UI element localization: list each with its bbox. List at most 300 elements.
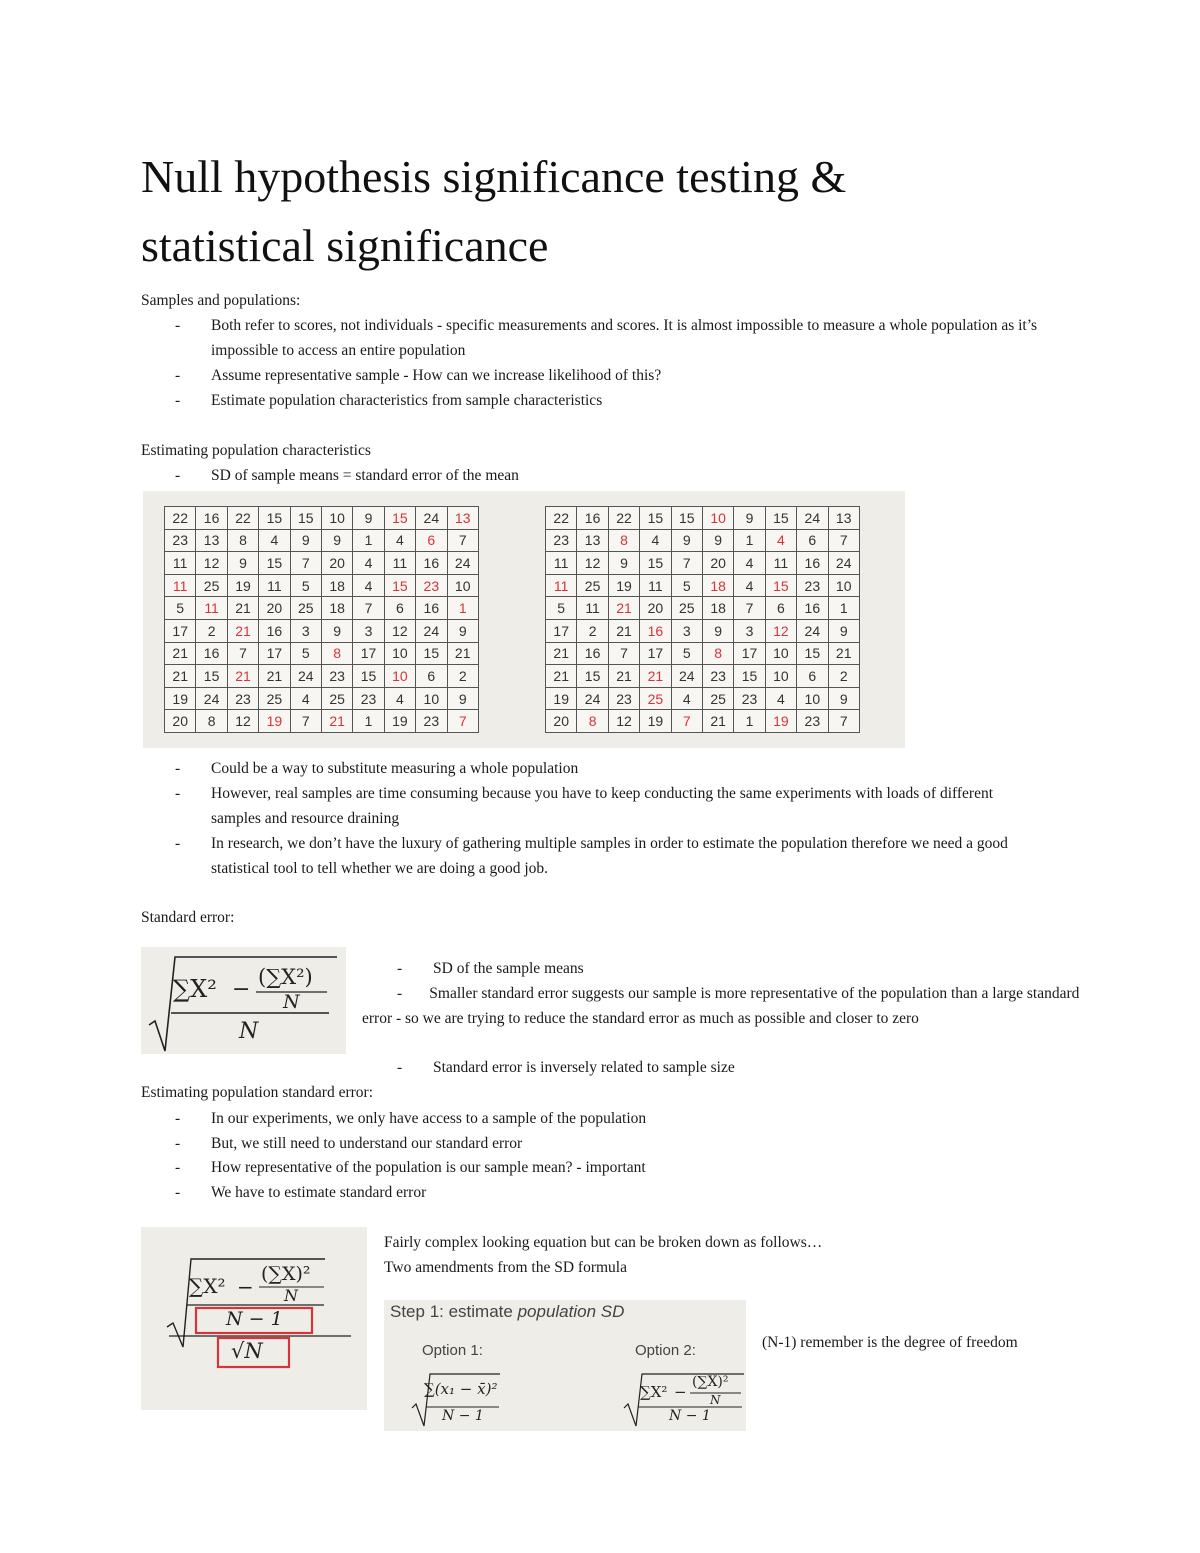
grid-cell: 4 bbox=[353, 574, 384, 597]
bullet-dash: - bbox=[397, 960, 403, 977]
grid-cell: 13 bbox=[196, 529, 227, 552]
grid-cell: 9 bbox=[321, 619, 352, 642]
bullet-text: Both refer to scores, not individuals - specific measurements and scores. It is almost impossible to measure a whole population as it’s impossible to access an entire population bbox=[211, 317, 1038, 359]
heading-estimating: Estimating population characteristics bbox=[141, 442, 371, 459]
grid-cell: 5 bbox=[290, 642, 321, 665]
grid-cell: 25 bbox=[640, 687, 671, 710]
grid-cell: 7 bbox=[290, 552, 321, 575]
grid-cell: 10 bbox=[797, 687, 828, 710]
grid-cell: 25 bbox=[702, 687, 733, 710]
grid-cell: 10 bbox=[416, 687, 447, 710]
grid-cell: 7 bbox=[671, 552, 702, 575]
bullet-dash: - bbox=[175, 1110, 181, 1127]
grid-cell: 12 bbox=[577, 552, 608, 575]
grid-cell: 12 bbox=[227, 710, 258, 733]
grid-cell: 24 bbox=[797, 507, 828, 530]
formula-sqrt-n: √N bbox=[231, 1339, 263, 1363]
bullet-dash: - bbox=[175, 760, 181, 777]
grid-cell: 4 bbox=[734, 574, 765, 597]
grid-cell: 8 bbox=[227, 529, 258, 552]
table-row bbox=[165, 597, 479, 620]
grid-cell: 4 bbox=[765, 529, 796, 552]
grid-cell: 20 bbox=[321, 552, 352, 575]
formula-inner-numerator: (∑X²) bbox=[258, 965, 313, 989]
grid-cell: 22 bbox=[227, 507, 258, 530]
formula-sum-x2: ∑X² bbox=[173, 975, 217, 1003]
bullet-dash: - bbox=[175, 467, 181, 484]
list-item bbox=[175, 756, 1055, 781]
grid-cell: 16 bbox=[259, 619, 290, 642]
formula-sum-x2: ∑X² bbox=[189, 1274, 226, 1298]
option2-denominator: N − 1 bbox=[669, 1408, 711, 1424]
grid-cell: 2 bbox=[828, 665, 859, 688]
grid-cell: 23 bbox=[797, 710, 828, 733]
grid-cell: 15 bbox=[290, 507, 321, 530]
grid-cell: 24 bbox=[671, 665, 702, 688]
option2-inner-denominator: N bbox=[710, 1393, 721, 1407]
list-item bbox=[362, 981, 1082, 1031]
sample-grids-figure bbox=[143, 491, 905, 748]
grid-cell: 7 bbox=[447, 529, 478, 552]
grid-cell: 24 bbox=[577, 687, 608, 710]
grid-cell: 19 bbox=[384, 710, 415, 733]
list-item bbox=[175, 388, 1055, 413]
step1-figure bbox=[384, 1300, 746, 1431]
grid-cell: 15 bbox=[577, 665, 608, 688]
bullet-dash: - bbox=[175, 317, 181, 334]
grid-cell: 7 bbox=[447, 710, 478, 733]
grid-cell: 2 bbox=[196, 619, 227, 642]
grid-cell: 25 bbox=[577, 574, 608, 597]
grid-cell: 11 bbox=[196, 597, 227, 620]
grid-cell: 1 bbox=[734, 710, 765, 733]
formula-inner-denominator: N bbox=[284, 1286, 298, 1305]
grid-cell: 16 bbox=[416, 597, 447, 620]
grid-cell: 6 bbox=[384, 597, 415, 620]
grid-cell: 24 bbox=[416, 507, 447, 530]
grid-cell: 3 bbox=[671, 619, 702, 642]
grid-cell: 16 bbox=[797, 597, 828, 620]
formula-note-1: Fairly complex looking equation but can be broken down as follows… bbox=[384, 1234, 823, 1251]
grid-cell: 1 bbox=[353, 529, 384, 552]
bullet-text: SD of sample means = standard error of the mean bbox=[211, 467, 519, 484]
grid-cell: 1 bbox=[353, 710, 384, 733]
list-item bbox=[175, 781, 1055, 831]
grid-cell: 6 bbox=[797, 529, 828, 552]
step1-title-italic: population SD bbox=[517, 1302, 625, 1321]
grid-cell: 5 bbox=[165, 597, 196, 620]
grid-cell: 25 bbox=[290, 597, 321, 620]
grid-cell: 4 bbox=[671, 687, 702, 710]
grid-cell: 21 bbox=[321, 710, 352, 733]
grid-cell: 22 bbox=[608, 507, 639, 530]
grid-cell: 21 bbox=[608, 619, 639, 642]
grid-cell: 9 bbox=[828, 619, 859, 642]
table-row bbox=[165, 642, 479, 665]
heading-standard-error: Standard error: bbox=[141, 909, 235, 926]
table-row bbox=[165, 552, 479, 575]
grid-cell: 23 bbox=[321, 665, 352, 688]
page-title bbox=[141, 142, 1101, 280]
grid-cell: 9 bbox=[702, 619, 733, 642]
grid-cell: 16 bbox=[577, 507, 608, 530]
grid-cell: 3 bbox=[734, 619, 765, 642]
grid-cell: 11 bbox=[577, 597, 608, 620]
table-row bbox=[165, 619, 479, 642]
grid-cell: 20 bbox=[546, 710, 577, 733]
grid-cell: 15 bbox=[765, 574, 796, 597]
heading-estimating-se: Estimating population standard error: bbox=[141, 1084, 374, 1101]
grid-cell: 4 bbox=[765, 687, 796, 710]
grid-cell: 7 bbox=[734, 597, 765, 620]
grid-cell: 21 bbox=[828, 642, 859, 665]
bullet-text: In our experiments, we only have access to a sample of the population bbox=[211, 1110, 647, 1127]
grid-cell: 5 bbox=[290, 574, 321, 597]
grid-cell: 9 bbox=[321, 529, 352, 552]
grid-cell: 13 bbox=[577, 529, 608, 552]
option2-inner-numerator: (∑X)² bbox=[692, 1374, 729, 1390]
grid-cell: 15 bbox=[640, 552, 671, 575]
bullet-text: We have to estimate standard error bbox=[211, 1184, 427, 1201]
table-row bbox=[546, 665, 860, 688]
grid-cell: 11 bbox=[546, 574, 577, 597]
bullet-text: Standard error is inversely related to sample size bbox=[433, 1059, 735, 1076]
grid-cell: 1 bbox=[734, 529, 765, 552]
grid-cell: 15 bbox=[797, 642, 828, 665]
bullet-dash: - bbox=[175, 367, 181, 384]
grid-cell: 19 bbox=[227, 574, 258, 597]
grid-cell: 23 bbox=[734, 687, 765, 710]
grid-cell: 9 bbox=[227, 552, 258, 575]
grid-cell: 25 bbox=[321, 687, 352, 710]
formula-minus: − bbox=[232, 977, 251, 1002]
grid-cell: 2 bbox=[447, 665, 478, 688]
grid-cell: 16 bbox=[577, 642, 608, 665]
grid-cell: 9 bbox=[671, 529, 702, 552]
grid-cell: 21 bbox=[640, 665, 671, 688]
grid-cell: 23 bbox=[546, 529, 577, 552]
grid-cell: 4 bbox=[384, 529, 415, 552]
list-item bbox=[397, 1055, 1057, 1080]
degrees-of-freedom-note: (N-1) remember is the degree of freedom bbox=[762, 1334, 1018, 1351]
grid-cell: 12 bbox=[608, 710, 639, 733]
grid-cell: 17 bbox=[640, 642, 671, 665]
grid-cell: 9 bbox=[447, 619, 478, 642]
grid-cell: 21 bbox=[702, 710, 733, 733]
grid-cell: 10 bbox=[384, 642, 415, 665]
table-row bbox=[546, 619, 860, 642]
grid-cell: 19 bbox=[546, 687, 577, 710]
grid-cell: 6 bbox=[765, 597, 796, 620]
grid-cell: 21 bbox=[165, 642, 196, 665]
grid-cell: 17 bbox=[165, 619, 196, 642]
grid-cell: 24 bbox=[290, 665, 321, 688]
bullet-text: SD of the sample means bbox=[433, 960, 584, 977]
estimated-se-formula bbox=[141, 1227, 367, 1410]
grid-cell: 11 bbox=[640, 574, 671, 597]
grid-cell: 12 bbox=[384, 619, 415, 642]
grid-cell: 8 bbox=[321, 642, 352, 665]
grid-cell: 16 bbox=[640, 619, 671, 642]
grid-cell: 6 bbox=[797, 665, 828, 688]
grid-cell: 19 bbox=[165, 687, 196, 710]
grid-cell: 25 bbox=[671, 597, 702, 620]
grid-cell: 11 bbox=[165, 552, 196, 575]
grid-cell: 9 bbox=[734, 507, 765, 530]
grid-cell: 5 bbox=[546, 597, 577, 620]
list-item bbox=[175, 463, 1055, 488]
grid-cell: 21 bbox=[608, 597, 639, 620]
bullet-text: In research, we don’t have the luxury of gathering multiple samples in order to estimate the population therefore we need a good statistical tool to tell whether we are doing a good job. bbox=[211, 835, 1008, 877]
list-item bbox=[175, 1155, 1055, 1180]
bullet-text: Smaller standard error suggests our sample is more representative of the population than a large standard error - so we are trying to reduce the standard error as much as possible and closer to zero bbox=[362, 985, 1080, 1027]
grid-cell: 15 bbox=[384, 574, 415, 597]
grid-cell: 1 bbox=[447, 597, 478, 620]
table-row bbox=[546, 597, 860, 620]
grid-cell: 4 bbox=[734, 552, 765, 575]
grid-cell: 15 bbox=[259, 552, 290, 575]
step1-title-plain: Step 1: estimate bbox=[390, 1302, 518, 1321]
grid-cell: 7 bbox=[353, 597, 384, 620]
grid-cell: 15 bbox=[765, 507, 796, 530]
grid-cell: 11 bbox=[384, 552, 415, 575]
formula-inner-numerator: (∑X)² bbox=[261, 1263, 311, 1285]
grid-cell: 1 bbox=[828, 597, 859, 620]
list-item bbox=[397, 956, 1057, 981]
grid-cell: 23 bbox=[227, 687, 258, 710]
grid-cell: 10 bbox=[321, 507, 352, 530]
grid-cell: 25 bbox=[196, 574, 227, 597]
grid-cell: 7 bbox=[828, 710, 859, 733]
grid-cell: 21 bbox=[447, 642, 478, 665]
list-item bbox=[175, 1180, 1055, 1205]
grid-cell: 20 bbox=[165, 710, 196, 733]
grid-cell: 3 bbox=[353, 619, 384, 642]
grid-cell: 10 bbox=[447, 574, 478, 597]
grid-cell: 12 bbox=[765, 619, 796, 642]
formula-n-minus-1: N − 1 bbox=[226, 1308, 283, 1330]
grid-cell: 23 bbox=[416, 574, 447, 597]
grid-cell: 18 bbox=[702, 574, 733, 597]
list-item bbox=[175, 363, 1055, 388]
table-row bbox=[165, 529, 479, 552]
grid-cell: 15 bbox=[734, 665, 765, 688]
grid-cell: 8 bbox=[577, 710, 608, 733]
grid-cell: 22 bbox=[546, 507, 577, 530]
grid-cell: 11 bbox=[765, 552, 796, 575]
grid-cell: 16 bbox=[416, 552, 447, 575]
bullet-text: However, real samples are time consuming because you have to keep conducting the same experiments with loads of different samples and resource draining bbox=[211, 785, 994, 827]
grid-cell: 15 bbox=[259, 507, 290, 530]
grid-cell: 23 bbox=[416, 710, 447, 733]
grid-cell: 10 bbox=[384, 665, 415, 688]
table-row bbox=[546, 507, 860, 530]
grid-cell: 15 bbox=[384, 507, 415, 530]
grid-cell: 9 bbox=[702, 529, 733, 552]
bullet-text: How representative of the population is our sample mean? - important bbox=[211, 1159, 646, 1176]
sample-grid-left bbox=[164, 506, 479, 733]
grid-cell: 24 bbox=[797, 619, 828, 642]
grid-cell: 21 bbox=[546, 642, 577, 665]
grid-cell: 7 bbox=[290, 710, 321, 733]
formula-minus: − bbox=[237, 1275, 254, 1299]
list-item bbox=[175, 1106, 1055, 1131]
table-row bbox=[546, 574, 860, 597]
sample-grid-right bbox=[545, 506, 860, 733]
bullet-dash: - bbox=[175, 835, 181, 852]
grid-cell: 8 bbox=[608, 529, 639, 552]
grid-cell: 21 bbox=[227, 619, 258, 642]
grid-cell: 4 bbox=[384, 687, 415, 710]
table-row bbox=[165, 687, 479, 710]
grid-cell: 16 bbox=[797, 552, 828, 575]
option2-label: Option 2: bbox=[635, 1342, 696, 1359]
title-line-2: statistical significance bbox=[141, 220, 549, 271]
table-row bbox=[546, 642, 860, 665]
grid-cell: 21 bbox=[259, 665, 290, 688]
grid-cell: 16 bbox=[196, 507, 227, 530]
grid-cell: 21 bbox=[546, 665, 577, 688]
table-row bbox=[165, 665, 479, 688]
list-item bbox=[175, 831, 1055, 881]
bullet-text: Could be a way to substitute measuring a whole population bbox=[211, 760, 579, 777]
grid-cell: 4 bbox=[259, 529, 290, 552]
grid-cell: 11 bbox=[259, 574, 290, 597]
bullet-dash: - bbox=[175, 392, 181, 409]
grid-cell: 20 bbox=[702, 552, 733, 575]
grid-cell: 18 bbox=[321, 597, 352, 620]
grid-cell: 3 bbox=[290, 619, 321, 642]
heading-samples: Samples and populations: bbox=[141, 292, 301, 309]
grid-cell: 5 bbox=[671, 642, 702, 665]
grid-cell: 6 bbox=[416, 529, 447, 552]
grid-cell: 7 bbox=[828, 529, 859, 552]
grid-cell: 8 bbox=[196, 710, 227, 733]
option1-numerator: ∑(x₁ − x̄)² bbox=[424, 1380, 498, 1398]
grid-cell: 16 bbox=[196, 642, 227, 665]
option2-sum-x2: ∑X² bbox=[640, 1383, 668, 1401]
grid-cell: 15 bbox=[353, 665, 384, 688]
option2-minus: − bbox=[674, 1383, 687, 1401]
grid-cell: 24 bbox=[447, 552, 478, 575]
grid-cell: 21 bbox=[608, 665, 639, 688]
grid-cell: 15 bbox=[671, 507, 702, 530]
grid-cell: 9 bbox=[353, 507, 384, 530]
table-row bbox=[546, 529, 860, 552]
formula-inner-denominator: N bbox=[283, 991, 300, 1013]
grid-cell: 15 bbox=[196, 665, 227, 688]
bullet-dash: - bbox=[397, 985, 403, 1002]
grid-cell: 24 bbox=[828, 552, 859, 575]
table-row bbox=[165, 710, 479, 733]
grid-cell: 23 bbox=[353, 687, 384, 710]
table-row bbox=[165, 574, 479, 597]
formula-denominator: N bbox=[239, 1019, 259, 1044]
title-line-1: Null hypothesis significance testing & bbox=[141, 151, 847, 202]
bullet-dash: - bbox=[175, 1135, 181, 1152]
grid-cell: 11 bbox=[546, 552, 577, 575]
grid-cell: 18 bbox=[702, 597, 733, 620]
grid-cell: 19 bbox=[765, 710, 796, 733]
grid-cell: 6 bbox=[416, 665, 447, 688]
grid-cell: 10 bbox=[765, 642, 796, 665]
grid-cell: 13 bbox=[447, 507, 478, 530]
grid-cell: 23 bbox=[165, 529, 196, 552]
grid-cell: 15 bbox=[640, 507, 671, 530]
grid-cell: 24 bbox=[416, 619, 447, 642]
grid-cell: 21 bbox=[227, 665, 258, 688]
bullet-text: Estimate population characteristics from sample characteristics bbox=[211, 392, 603, 409]
grid-cell: 12 bbox=[196, 552, 227, 575]
bullet-text: But, we still need to understand our standard error bbox=[211, 1135, 523, 1152]
option1-denominator: N − 1 bbox=[442, 1408, 484, 1424]
grid-cell: 7 bbox=[671, 710, 702, 733]
grid-cell: 7 bbox=[227, 642, 258, 665]
grid-cell: 17 bbox=[734, 642, 765, 665]
grid-cell: 10 bbox=[828, 574, 859, 597]
list-item bbox=[175, 313, 1055, 363]
bullet-dash: - bbox=[397, 1059, 403, 1076]
grid-cell: 21 bbox=[165, 665, 196, 688]
grid-cell: 20 bbox=[640, 597, 671, 620]
table-row bbox=[165, 507, 479, 530]
grid-cell: 2 bbox=[577, 619, 608, 642]
formula-note-2: Two amendments from the SD formula bbox=[384, 1259, 627, 1276]
grid-cell: 23 bbox=[797, 574, 828, 597]
grid-cell: 19 bbox=[608, 574, 639, 597]
grid-cell: 19 bbox=[640, 710, 671, 733]
bullet-dash: - bbox=[175, 1159, 181, 1176]
option1-label: Option 1: bbox=[422, 1342, 483, 1359]
grid-cell: 10 bbox=[765, 665, 796, 688]
bullet-dash: - bbox=[175, 1184, 181, 1201]
table-row bbox=[546, 552, 860, 575]
grid-cell: 22 bbox=[165, 507, 196, 530]
grid-cell: 17 bbox=[546, 619, 577, 642]
grid-cell: 10 bbox=[702, 507, 733, 530]
grid-cell: 9 bbox=[447, 687, 478, 710]
grid-cell: 21 bbox=[227, 597, 258, 620]
grid-cell: 9 bbox=[290, 529, 321, 552]
table-row bbox=[546, 687, 860, 710]
grid-cell: 25 bbox=[259, 687, 290, 710]
bullet-dash: - bbox=[175, 785, 181, 802]
grid-cell: 4 bbox=[290, 687, 321, 710]
standard-error-formula bbox=[141, 947, 346, 1054]
grid-cell: 19 bbox=[259, 710, 290, 733]
grid-cell: 17 bbox=[259, 642, 290, 665]
grid-cell: 23 bbox=[608, 687, 639, 710]
grid-cell: 5 bbox=[671, 574, 702, 597]
grid-cell: 18 bbox=[321, 574, 352, 597]
grid-cell: 9 bbox=[828, 687, 859, 710]
grid-cell: 4 bbox=[353, 552, 384, 575]
bullet-text: Assume representative sample - How can we increase likelihood of this? bbox=[211, 367, 662, 384]
grid-cell: 13 bbox=[828, 507, 859, 530]
grid-cell: 20 bbox=[259, 597, 290, 620]
grid-cell: 23 bbox=[702, 665, 733, 688]
grid-cell: 15 bbox=[416, 642, 447, 665]
grid-cell: 9 bbox=[608, 552, 639, 575]
grid-cell: 7 bbox=[608, 642, 639, 665]
grid-cell: 24 bbox=[196, 687, 227, 710]
list-item bbox=[175, 1131, 1055, 1156]
grid-cell: 11 bbox=[165, 574, 196, 597]
grid-cell: 17 bbox=[353, 642, 384, 665]
grid-cell: 8 bbox=[702, 642, 733, 665]
table-row bbox=[546, 710, 860, 733]
grid-cell: 4 bbox=[640, 529, 671, 552]
